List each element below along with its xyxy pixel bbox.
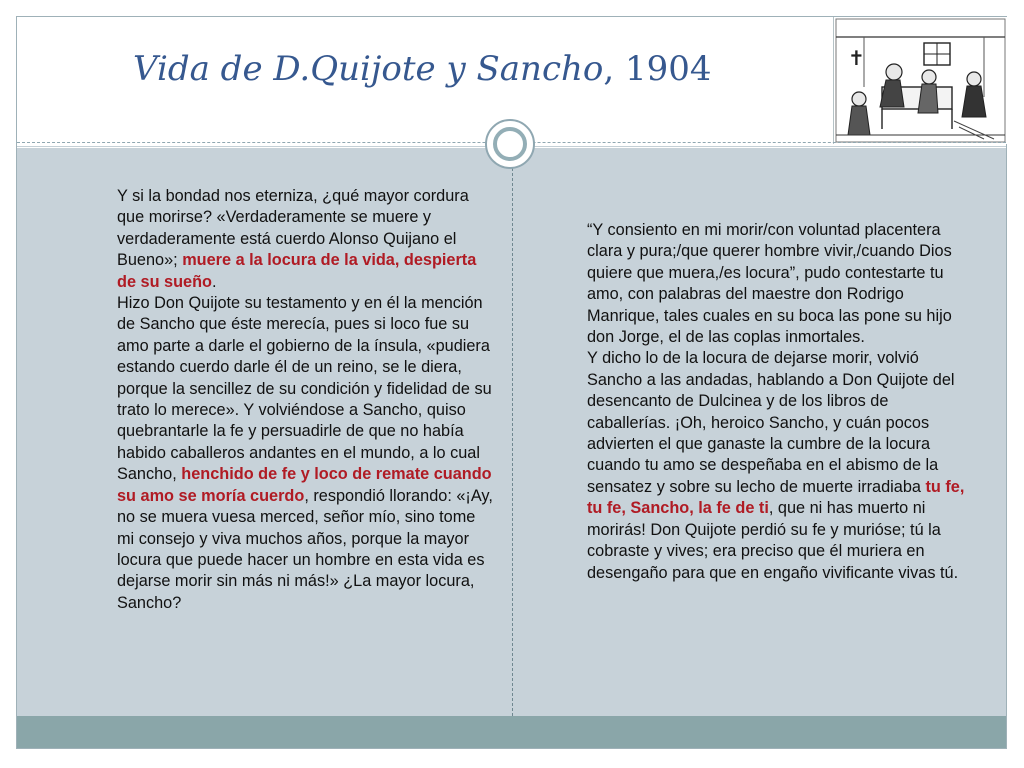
right-column-text bbox=[587, 220, 967, 584]
column-divider bbox=[512, 148, 513, 716]
left-text-3: , respondió llorando: «¡Ay, no se muera vuesa merced, señor mío, sino tome mi consejo y viva muchos años, porque la mayor locura que puede hacer un hombre en esta vida es dejarse morir sin más ni más!» ¿La mayor locura, Sancho? bbox=[117, 486, 493, 612]
left-column-text bbox=[117, 186, 497, 614]
left-highlight-2: henchido de fe y loco de remate cuando su amo se moría cuerdo bbox=[117, 465, 492, 505]
content-area bbox=[17, 148, 1006, 716]
right-text-2: , que ni has muerto ni morirás! Don Quijote perdió su fe y murióse; tú la cobraste y vives; era preciso que él muriera en desengaño para que en engaño vivificante vivas tú. bbox=[587, 499, 959, 582]
slide-title-year: , 1904 bbox=[603, 49, 712, 89]
slide bbox=[16, 16, 1007, 749]
left-highlight-1: muere a la locura de la vida, despierta de su sueño bbox=[117, 251, 477, 291]
left-text-2: . Hizo Don Quijote su testamento y en él la mención de Sancho que éste merecía, pues si loco fue su amo parte a darle el gobierno de la ínsula, «pudiera estando cuerdo darle él de un reino, se le diera, porque la sencillez de su condición y fidelidad de su trato lo merece». Y volviéndose a Sancho, quiso quebrantarle la fe y persuadirle de que no había habido caballeros andantes en el mundo, a lo cual Sancho, bbox=[117, 272, 492, 484]
right-text-1: “Y consiento en mi morir/con voluntad placentera clara y pura;/que querer hombre vivir,/cuando Dios quiere que muera,/es locura”, pudo contestarte tu amo, con palabras del maestre don Rodrigo Manrique, tales cuales en su boca las pone su hijo don Jorge, el de las coplas inmortales. Y dicho lo de la locura de dejarse morir, volvió Sancho a las andadas, hablando a Don Quijote del desencanto de Dulcinea y de los libros de caballerías. ¡Oh, heroico Sancho, y cuán pocos advierten el que ganaste la cumbre de la locura cuando tu amo se despeñaba en el abismo de la sensatez y sobre su lecho de muerte irradiaba bbox=[587, 221, 955, 496]
illustration-drawing bbox=[834, 17, 1007, 144]
cross-icon: ✝ bbox=[848, 46, 865, 70]
illustration-quijote-deathbed-icon bbox=[833, 17, 1007, 144]
left-text-1: Y si la bondad nos eterniza, ¿qué mayor cordura que morirse? «Verdaderamente se muere y verdaderamente está cuerdo Alonso Quijano el Bueno»; bbox=[117, 187, 469, 270]
footer-band bbox=[17, 716, 1006, 748]
circle-ornament-icon bbox=[485, 119, 535, 169]
slide-title-italic: Vida de D.Quijote y Sancho bbox=[133, 49, 604, 89]
slide-title bbox=[133, 49, 712, 89]
right-highlight-1: tu fe, tu fe, Sancho, la fe de ti bbox=[587, 477, 965, 518]
